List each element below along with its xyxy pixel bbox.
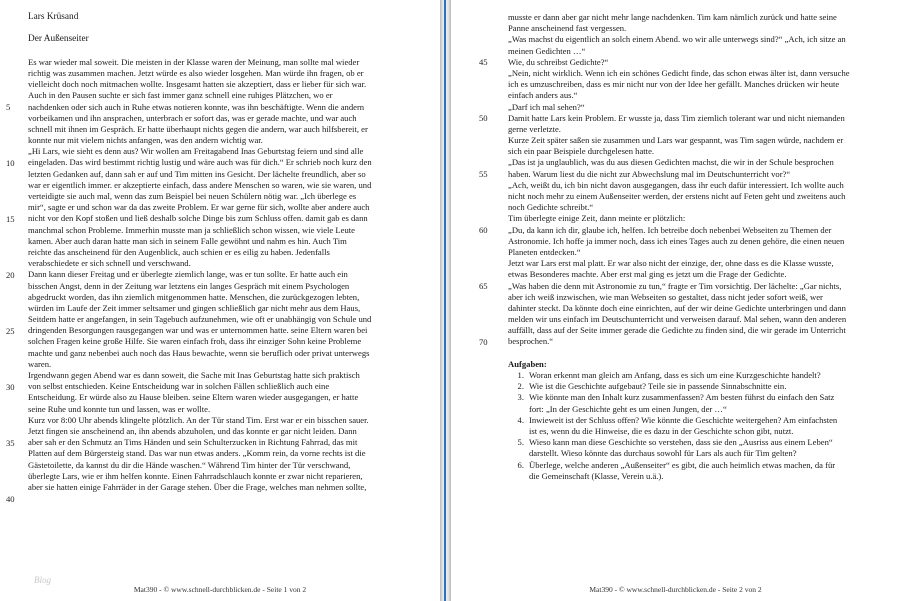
- right-text-column: [508, 12, 893, 482]
- left-page-footer: Mat390 - © www.schnell-durchblicken.de - Seite 1 von 2: [133, 585, 307, 594]
- task-item: [508, 460, 893, 471]
- story-line: dahinter steckt. Da könnte doch eine einrichten, auf der wir deine Gedichte unterbringen und dann: [508, 302, 846, 313]
- task-text: fort: „In der Geschichte geht es um einen Jungen, der …“: [529, 403, 727, 414]
- story-line: Wie, du schreibst Gedichte?“: [508, 56, 609, 67]
- line-number: 40: [6, 493, 15, 504]
- story-line: Seitdem hatte er angefangen, in sein Tagebuch aufzunehmen, wie oft er unabhängig von Schule und: [28, 314, 372, 325]
- story-line: Dann kann dieser Freitag und er überlegte ziemlich lange, was er tun sollte. Er hatte auch ein: [28, 269, 348, 280]
- story-line: dringenden Besorgungen rausgegangen war und was er unternommen hatte. seine Eltern waren bei: [28, 325, 368, 336]
- line-number: 15: [6, 213, 15, 224]
- watermark: Blog: [34, 575, 51, 585]
- right-page: [451, 0, 900, 601]
- story-line: aber ich weiß inzwischen, wie man Webseiten so gestaltet, dass nicht jeder sofort weiß, wer: [508, 291, 823, 302]
- line-number: 10: [6, 157, 15, 168]
- story-line: „Was haben die denn mit Astronomie zu tun,“ fragte er Tim vorsichtig. Der lächelte: „Gar nichts,: [508, 280, 842, 291]
- story-line: eingeladen. Das wird bestimmt richtig lustig und wäre auch was für dich.“ Er schrieb noch kurz den: [28, 157, 372, 168]
- story-line: noch Gedichte schreibt.“: [508, 202, 594, 213]
- author-name: Lars Krüsand: [28, 12, 79, 22]
- story-line: konnte nur mit vielem nichts anfangen, was den andern wichtig war.: [28, 135, 263, 146]
- line-number: 30: [6, 381, 15, 392]
- story-line: solchen Fragen keine große Hilfe. Sie waren einfach froh, dass ihr einziger Sohn keine Probleme: [28, 336, 362, 347]
- task-number: 6.: [517, 459, 524, 470]
- line-number: 35: [6, 437, 15, 448]
- story-line: Kurz vor 8:00 Uhr abends klingelte plötzlich. An der Tür stand Tim. Erst war er ein bisschen sauer.: [28, 414, 369, 425]
- story-title: Der Außenseiter: [28, 34, 89, 45]
- task-number: 1.: [517, 370, 524, 380]
- task-text: Wie könnte man den Inhalt kurz zusammenfassen? Am besten führst du einfach den Satz: [529, 392, 835, 403]
- story-line: Es war wieder mal soweit. Die meisten in der Klasse waren der Meinung, man sollte mal wieder: [28, 56, 360, 67]
- task-item: [508, 370, 893, 381]
- story-line: Gästetoilette, da kannst du dir die Hände waschen.“ Während Tim hinter der Tür verschwand,: [28, 459, 351, 470]
- story-line: nicht vor den Kopf stoßen und ließ deshalb solche Dinge bis zum Schluss offen. damit gab es dann: [28, 213, 368, 224]
- story-line: „Nein, nicht wirklich. Wenn ich ein schönes Gedicht finde, das schon etwas älter ist, dann versuche: [508, 67, 850, 78]
- task-text: Woran erkennt man gleich am Anfang, dass es sich um eine Kurzgeschichte handelt?: [529, 370, 821, 380]
- story-line: nicht noch mehr zu einem Außenseiter werden, der erstens nicht auf Feten geht und zweitens auch: [508, 191, 846, 201]
- story-line: vielleicht doch noch mitmachen wollte. Insgesamt hatten sie akzeptiert, dass er lieber für sich war.: [28, 79, 367, 90]
- story-line: musste er dann aber gar nicht mehr lange nachdenken. Tim kam nämlich zurück und hatte seine: [508, 12, 837, 22]
- task-number: 5.: [517, 437, 524, 448]
- story-line: ich es umzuschreiben, dass es mir nicht nur von der Idee her gefällt. Manches drücken wir heute: [508, 79, 840, 90]
- story-line: einfach anders aus.“: [508, 90, 578, 101]
- task-text: Inwieweit ist der Schluss offen? Wie könnte die Geschichte weitergehen? Am einfachsten: [529, 414, 838, 425]
- story-line: manchmal schon Probleme. Immerhin musste man ja schließlich schon wissen, wie viele Leute: [28, 224, 355, 235]
- story-line: Platten auf dem Bürgersteig stand. Das war nun etwas anders. „Komm rein, da vorne rechts ist die: [28, 448, 366, 459]
- page-divider-line: [444, 0, 446, 601]
- task-item: [508, 381, 893, 392]
- story-line: nachdenken oder sich auch in Ruhe etwas notieren konnte, was ihn beschäftigte. Wenn die andern: [28, 101, 365, 112]
- task-text: ist es, wenn du die Hinweise, die es dazu in der Geschichte schon gibt, nutzt.: [529, 425, 794, 436]
- task-item: [508, 437, 893, 448]
- tasks-heading: Aufgaben:: [508, 358, 547, 369]
- story-line: reichte das anscheinend für den Augenblick, auch schien er es eilig zu haben. Jedenfalls: [28, 246, 330, 257]
- story-line: Kurze Zeit später saßen sie zusammen und Lars war gespannt, was Tim sagen würde, nachdem er: [508, 135, 844, 146]
- story-line: mir“, sagte er und schon war da das zweite Problem. Er war gerne für sich, wollte aber andere auch: [28, 202, 370, 213]
- story-line: meinen Gedichten …“: [508, 45, 586, 56]
- story-line: würden im Laufe der Zeit immer seltsamer und gingen schließlich gar nicht mehr aus dem Haus,: [28, 302, 361, 313]
- task-text: Wie ist die Geschichte aufgebaut? Teile sie in passende Sinnabschnitte ein.: [529, 381, 787, 392]
- story-line: seine Ruhe und konnte tun und lassen, was er wollte.: [28, 403, 211, 414]
- line-number: 60: [479, 224, 488, 235]
- left-text-column: [28, 12, 428, 493]
- line-number: 45: [479, 56, 488, 67]
- story-line: waren.: [28, 358, 52, 369]
- line-number: 5: [6, 101, 11, 112]
- story-line: Tim überlegte einige Zeit, dann meinte er plötzlich:: [508, 213, 686, 224]
- task-item: [508, 448, 893, 459]
- task-text: die Gemeinschaft (Klasse, Verein u.ä.).: [529, 470, 664, 481]
- page-divider: [440, 0, 451, 601]
- story-line: abgedruckt worden, das ihn ziemlich mitgenommen hatte. Menschen, die zurückgezogen lebten,: [28, 291, 360, 302]
- line-number: 50: [479, 112, 488, 123]
- story-line: machte und ganz nebenbei auch noch das Haus bewachte, wenn sie beruflich oder privat unterwegs: [28, 347, 370, 358]
- story-line: Irgendwann gegen Abend war es dann soweit, die Sache mit Inas Geburtstag hatte sich praktisch: [28, 370, 360, 380]
- story-line: Auch in den Pausen suchte er sich fast immer ganz schnell eine ruhiges Plätzchen, wo er: [28, 90, 333, 101]
- story-line: aber sie hatten einige Fahrräder in der Garage stehen. Über die Frage, welches man nehmen sollte,: [28, 481, 367, 492]
- task-number: 4.: [517, 414, 524, 425]
- task-item: [508, 404, 893, 415]
- story-line: „Das ist ja unglaublich, was du aus diesen Gedichten machst, die wir in der Schule besprochen: [508, 157, 834, 168]
- story-line: Astronomie. Ich hoffe ja immer noch, dass ich eines Tages auch zu denen gehöre, die einen neuen: [508, 235, 845, 246]
- story-line: Planeten entdecken.“: [508, 246, 581, 257]
- story-line: gerne verletzte.: [508, 123, 561, 134]
- line-number: 20: [6, 269, 15, 280]
- task-number: 3.: [517, 392, 524, 403]
- story-line: „Darf ich mal sehen?“: [508, 101, 585, 112]
- story-line: „Ach, weißt du, ich bin nicht davon ausgegangen, dass ihr euch dafür interessiert. Ich wollte auch: [508, 179, 844, 190]
- line-number: 70: [479, 336, 488, 347]
- story-line: Panne anscheinend fast vergessen.: [508, 23, 627, 34]
- story-line: etwas Besonderes machte. Aber erst mal ging es jetzt um die Frage der Gedichte.: [508, 269, 787, 280]
- story-line: Jetzt fingen sie anscheinend an, ihn abends abzuholen, und das konnte er gar nicht leiden. Dann: [28, 425, 357, 436]
- story-line: Jetzt war Lars erst mal platt. Er war also nicht der einzige, der, ohne dass es die Klasse wusste,: [508, 258, 834, 269]
- story-line: von selbst entschieden. Keine Entscheidung war in solchen Fällen schließlich auch eine: [28, 381, 330, 392]
- line-number: 65: [479, 280, 488, 291]
- story-line: Damit hatte Lars kein Problem. Er wusste ja, dass Tim ziemlich tolerant war und nicht niemanden: [508, 112, 845, 123]
- task-item: [508, 392, 893, 403]
- line-number: 25: [6, 325, 15, 336]
- task-text: darstellt. Wieso könnte das durchaus sowohl für Lars als auch für Tim gelten?: [529, 448, 797, 459]
- task-text: Wieso kann man diese Geschichte so verstehen, dass sie den „Ausriss aus einem Leben“: [529, 437, 833, 448]
- story-line: „Du, da kann ich dir, glaube ich, helfen. Ich betreibe doch nebenbei Webseiten zu Themen der: [508, 224, 832, 235]
- story-line: Entscheidung. Er würde also zu Hause bleiben. seine Eltern waren wieder ausgegangen, er hatte: [28, 392, 359, 403]
- story-line: besprochen.“: [508, 336, 554, 347]
- story-line: „Hi Lars, wie sieht es denn aus? Wir wollen am Freitagabend Inas Geburtstag feiern und sind alle: [28, 146, 364, 157]
- story-line: verabschiedete er sich schnell und verschwand.: [28, 258, 191, 269]
- right-page-footer: Mat390 - © www.schnell-durchblicken.de - Seite 2 von 2: [589, 585, 762, 594]
- story-line: war er eigentlich immer. er akzeptierte einfach, dass andere Menschen so waren, wie sie waren, und: [28, 179, 372, 190]
- task-item: [508, 415, 893, 426]
- story-line: überlegte Lars, wie er ihm helfen konnte. Einen Fahrradschlauch konnte er zwar nicht reparieren,: [28, 470, 363, 481]
- task-item: [508, 426, 893, 437]
- story-line: aber sah er den Schmutz an Tims Händen und sein Schulterzucken in Richtung Fahrrad, das mit: [28, 437, 358, 448]
- story-line: auffällt, dass auf der Seite immer gerade die Gedichte zu finden sind, die wir gerade im Unterricht: [508, 325, 846, 336]
- story-line: haben. Warum liest du die nicht zur Abwechslung mal im Deutschunterricht vor?“: [508, 168, 791, 179]
- story-line: melden wir uns einfach im Deutschunterricht und verweisen darauf. Mal sehen, wann den anderen: [508, 314, 847, 325]
- story-line: „Was machst du eigentlich an solch einem Abend. wo wir alle unterwegs sind?“ „Ach, ich sitze an: [508, 34, 846, 45]
- story-line: kamen. Aber auch daran hatte man sich in seinem Falle gewöhnt und nahm es hin. Auch Tim: [28, 235, 347, 246]
- task-item: [508, 471, 893, 482]
- story-line: schnell mit ihnen im Gespräch. Er hatte überhaupt nichts gegen die andern, war auch hilfsbereit, er: [28, 123, 368, 134]
- story-line: richtig was zusammen machen. Jetzt würde es also wieder losgehen. Man würde ihn fragen, ob er: [28, 67, 364, 78]
- left-page: [0, 0, 440, 601]
- story-line: letzten Gedanken auf, dann sah er auf und Tim mitten ins Gesicht. Der lächelte freundlich, aber so: [28, 168, 366, 179]
- story-line: verteidigte sie auch mal, wenn das zum Beispiel bei neuen Schülern nötig war. „Ich überlege es: [28, 191, 357, 201]
- story-line: bisschen Angst, denn in der Zeitung war letztens ein langes Gespräch mit einem Psychologen: [28, 280, 350, 291]
- line-number: 55: [479, 168, 488, 179]
- story-line: vorbeikamen und ihn ansprachen, unterbrach er sofort das, was er gerade machte, und war auch: [28, 112, 357, 123]
- story-line: sich ein paar Beispiele durchgelesen hatte.: [508, 146, 655, 157]
- task-number: 2.: [517, 381, 524, 392]
- task-text: Überlege, welche anderen „Außenseiter“ es gibt, die auch heimlich etwas machen, da für: [529, 459, 836, 470]
